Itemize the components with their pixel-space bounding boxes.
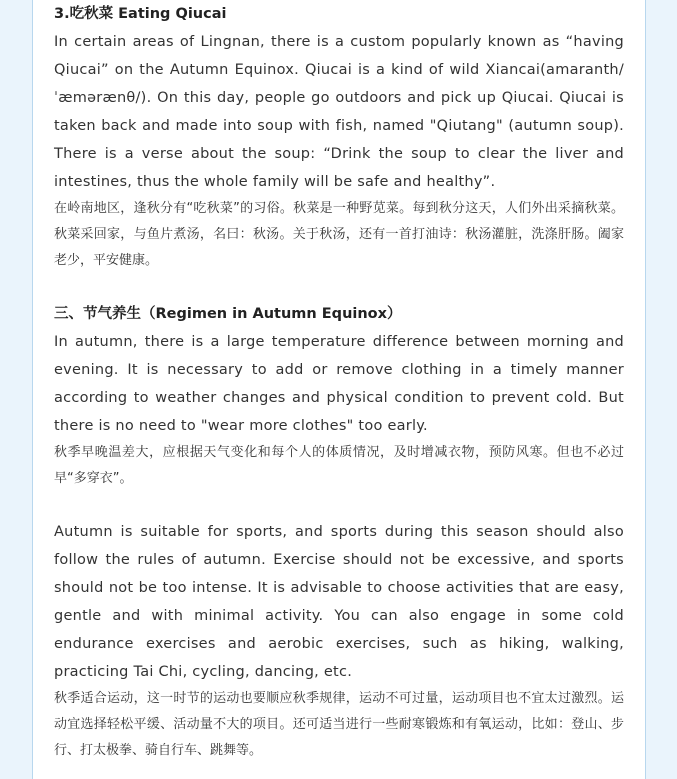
spacer <box>54 274 624 300</box>
paragraph-sports-english: Autumn is suitable for sports, and sports during this season should also follow the rules of autumn. Exercise should not be excessive, and sports should not be too intense. It is advisable to choose activities that are easy, gentle and with minimal activity. You can also engage in some cold endurance exercises and aerobic exercises, such as hiking, walking, practicing Tai Chi, cycling, dancing, etc. <box>54 524 624 680</box>
paragraph-qiucai-english: In certain areas of Lingnan, there is a custom popularly known as “having Qiucai” on the Autumn Equinox. Qiucai is a kind of wild Xiancai(amaranth/ ˈæmərænθ/). On this day, people go outdoors and pick up Qiucai. Qiucai is taken back and made into soup with fish, named "Qiutang" (autumn soup). There is a verse about the soup: “Drink the soup to clear the liver and intestines, thus the whole family will be safe and healthy”. <box>54 34 624 190</box>
article-content <box>54 0 624 764</box>
paragraph-regimen-chinese: 秋季早晚温差大，应根据天气变化和每个人的体质情况，及时增减衣物，预防风寒。但也不必过早“多穿衣”。 <box>54 445 624 486</box>
paragraph-sports-chinese: 秋季适合运动，这一时节的运动也要顺应秋季规律，运动不可过量，运动项目也不宜太过激烈。运动宜选择轻松平缓、活动量不大的项目。还可适当进行一些耐寒锻炼和有氧运动，比如：登山、步行、打太极拳、骑自行车、跳舞等。 <box>54 691 624 758</box>
section-title-regimen: 三、节气养生（Regimen in Autumn Equinox） <box>54 306 402 322</box>
paragraph-regimen-english: In autumn, there is a large temperature difference between morning and evening. It is necessary to add or remove clothing in a timely manner according to weather changes and physical condition to prevent cold. But there is no need to "wear more clothes" too early. <box>54 334 624 434</box>
section-title-eating-qiucai: 3.吃秋菜 Eating Qiucai <box>54 6 227 22</box>
paragraph-qiucai-chinese: 在岭南地区，逢秋分有“吃秋菜”的习俗。秋菜是一种野苋菜。每到秋分这天，人们外出采摘秋菜。秋菜采回家，与鱼片煮汤，名曰：秋汤。关于秋汤，还有一首打油诗：秋汤灌脏，洗涤肝肠。阖家老少，平安健康。 <box>54 201 624 268</box>
article-panel <box>32 0 646 779</box>
spacer <box>54 492 624 518</box>
